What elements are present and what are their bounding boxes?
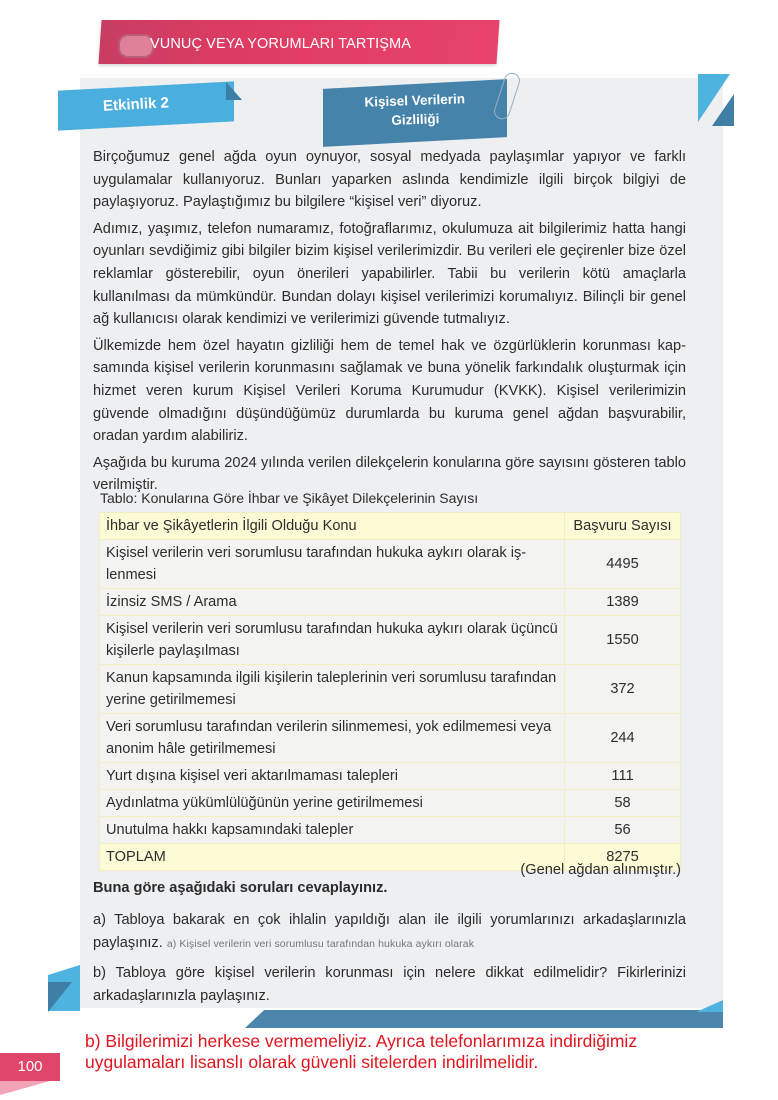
cell-topic: Aydınlatma yükümlülüğünün yerine getirilmemesi (100, 790, 565, 817)
cell-count: 244 (565, 714, 681, 763)
paragraph: Adımız, yaşımız, telefon numaramız, fotoğraflarımız, okulumuza ait bilgilerimiz hatta hangi oyunları sevdiğimiz gibi bilgiler bizim kişisel verilerimizdir. Bu verileri ele geçirenler bize özel reklamlar gösterebilir, oyun önerileri yapabilirler. Tabii bu verilerin kötü amaçlarla kullanılması da mümkündür. Bundan dolayı kişisel verilerimizi korumalıyız. Bilinçli bir genel ağ kullanıcısı olarak kendimizi ve verilerimizi güvende tutmalıyız. (93, 220, 686, 328)
complaints-table (99, 512, 681, 871)
page-number: 100 (0, 1053, 60, 1081)
questions-heading: Buna göre aşağıdaki soruları cevaplayınız. (93, 880, 388, 896)
table-header-row (100, 513, 681, 540)
cell-count: 1550 (565, 616, 681, 665)
header-topic: İhbar ve Şikâyetlerin İlgili Olduğu Konu (100, 513, 565, 540)
question-a-answer: a) Kişisel verilerin veri sorumlusu tarafından hukuka aykırı olarak (166, 938, 475, 950)
handwritten-answer-b: b) Bilgilerimizi herkese vermemeliyiz. Ayrıca telefonlarımıza indirdiğimiz uygulamaları lisanslı olarak güvenli sitelerden indirilmelidir. (85, 1031, 638, 1072)
ribbon-corner-bottom-left-fold (48, 982, 72, 1012)
table-row (100, 817, 681, 844)
cell-topic: Veri sorumlusu tarafından verilerin silinmemesi, yok edilmemesi veya anonim hâle getirilmemesi (100, 714, 565, 763)
cell-count: 58 (565, 790, 681, 817)
bottom-ribbon-bar (245, 1010, 723, 1028)
total-label: TOPLAM (100, 844, 565, 871)
cell-count: 56 (565, 817, 681, 844)
activity-title-line2: Gizliliği (391, 111, 440, 128)
cell-topic: Yurt dışına kişisel veri aktarılmaması talepleri (100, 763, 565, 790)
cell-topic: İzinsiz SMS / Arama (100, 589, 565, 616)
activity-tab-fold (226, 82, 242, 100)
bottom-right-fold (696, 1000, 723, 1012)
activity-title-line1: Kişisel Verilerin (364, 91, 466, 110)
question-b: b) Tabloya göre kişisel verilerin korunması için nelere dikkat edilmelidir? Fikirlerinizi arkadaşlarınızla paylaşınız. (93, 965, 686, 1004)
body-text (93, 146, 686, 501)
activity-title (322, 88, 507, 132)
table-row (100, 616, 681, 665)
section-banner-title: VUNUÇ VEYA YORUMLARI TARTIŞMA (150, 36, 412, 52)
table-row (100, 540, 681, 589)
table-source: (Genel ağdan alınmıştır.) (520, 862, 681, 878)
cell-topic: Kişisel verilerin veri sorumlusu tarafından hukuka aykırı olarak üçüncü kişilerle paylaşılması (100, 616, 565, 665)
activity-label: Etkinlik 2 (102, 94, 170, 115)
total-value: 8275 (565, 844, 681, 871)
header-count: Başvuru Sayısı (565, 513, 681, 540)
paragraph: Birçoğumuz genel ağda oyun oynuyor, sosyal medyada paylaşımlar yapıyor ve farklı uygulamalar kullanıyoruz. Bunları yaparken aslında kendimizle ilgili birçok bilgiyi de paylaşıyoruz. Paylaştığımız bu bilgilere “kişisel veri” diyoruz. (93, 149, 686, 211)
table-row (100, 589, 681, 616)
question-a (93, 909, 686, 956)
table-row (100, 763, 681, 790)
cell-count: 4495 (565, 540, 681, 589)
table-caption: Tablo: Konularına Göre İhbar ve Şikâyet Dilekçelerinin Sayısı (100, 490, 479, 506)
question-a-text: a) Tabloya bakarak en çok ihlalin yapıldığı alan ile ilgili yorumlarınızı arkadaşlarınızla paylaşınız. (93, 912, 686, 951)
paragraph: Ülkemizde hem özel hayatın gizliliği hem de temel hak ve özgürlüklerin korunması kapsamında kişisel verilerin korunmasını sağlamak ve buna yönelik farkındalık oluşturmak için hizmet veren kurum Kişisel Verileri Koruma Kurumudur (KVKK). Kişisel verilerimizin güvende olmadığını düşündüğümüz durumlarda bu kuruma genel ağdan başvurabilir, oradan yardım alabiliriz. (93, 337, 686, 445)
cell-count: 111 (565, 763, 681, 790)
page-number-tail (0, 1081, 50, 1095)
table-row (100, 790, 681, 817)
table-row (100, 714, 681, 763)
brain-bubble-icon (118, 34, 154, 58)
cell-topic: Unutulma hakkı kapsamındaki talepler (100, 817, 565, 844)
paragraph: Aşağıda bu kuruma 2024 yılında verilen dilekçelerin konularına göre sayısını gösteren tablo verilmiştir. (93, 454, 686, 494)
cell-topic: Kişisel verilerin veri sorumlusu tarafından hukuka aykırı olarak işlenmesi (100, 540, 565, 589)
cell-count: 1389 (565, 589, 681, 616)
table-row (100, 665, 681, 714)
cell-topic: Kanun kapsamında ilgili kişilerin taleplerinin veri sorumlusu tarafından yerine getirilmemesi (100, 665, 565, 714)
cell-count: 372 (565, 665, 681, 714)
